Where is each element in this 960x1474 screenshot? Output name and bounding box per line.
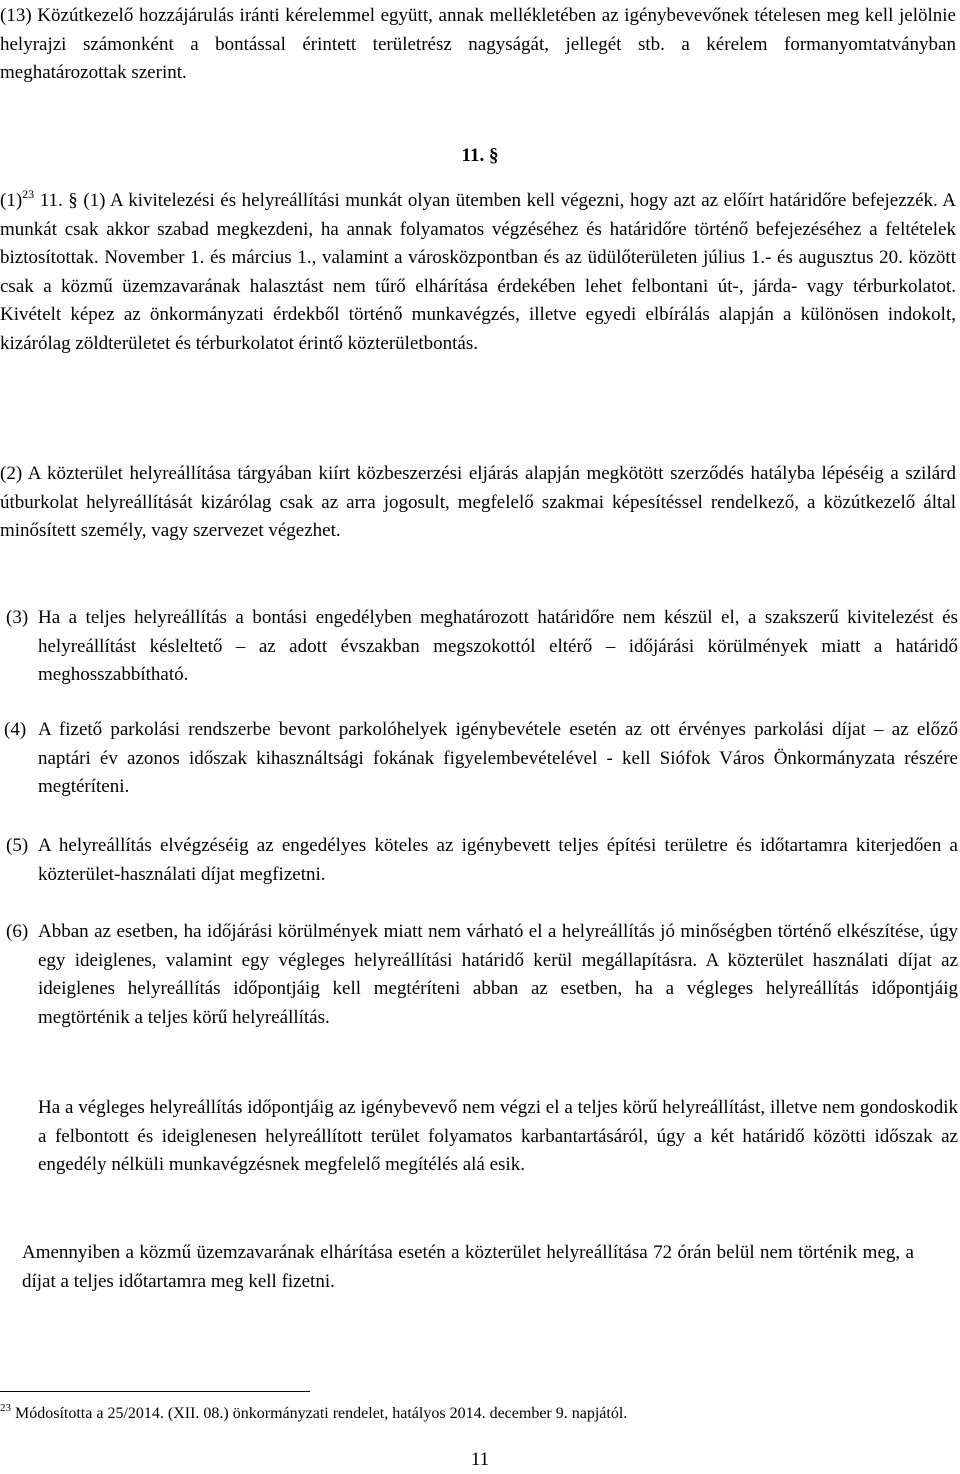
page-number: 11 — [470, 1449, 490, 1470]
footnote-text: Módosította a 25/2014. (XII. 08.) önkormányzati rendelet, hatályos 2014. december 9. napjától. — [11, 1405, 628, 1422]
paragraph-label: (5) — [6, 835, 29, 856]
section-heading: 11. § — [461, 145, 499, 166]
paragraph-text: Abban az esetben, ha időjárási körülmények miatt nem várható el a helyreállítás jó minőségben történő elkészítése, úgy egy ideiglenes, valamint egy végleges helyreállítási határidő kerül megállapításra. A közterület használati díjat az ideiglenes helyreállítás időpontjáig kell megtéríteni abban az esetben, ha a végleges helyreállítás időpontjáig megtörténik a teljes körű helyreállítás. — [38, 921, 958, 1028]
paragraph-6 — [0, 918, 958, 1032]
paragraph-amennyiben: Amennyiben a közmű üzemzavarának elhárítása esetén a közterület helyreállítása 72 órán belül nem történik meg, a díjat a teljes időtartamra meg kell fizetni. — [22, 1242, 914, 1292]
paragraph-label: (3) — [6, 607, 29, 628]
paragraph-text: A fizető parkolási rendszerbe bevont parkolóhelyek igénybevétele esetén az ott érvényes parkolási díjat – az előző naptári év azonos időszak kihasználtsági fokának figyelembevételével - kell Siófok Város Önkormányzata részére megtéríteni. — [38, 719, 958, 798]
footnote-reference[interactable]: 23 — [22, 187, 35, 201]
paragraph-13: (13) Közútkezelő hozzájárulás iránti kérelemmel együtt, annak mellékletében az igénybevevőnek tételesen meg kell jelölnie helyrajzi számonként a bontással érintett területrész nagyságát, jellegét stb. a kérelem formanyomtatványban meghatározottak szerint. — [0, 5, 956, 84]
paragraph-3 — [0, 604, 958, 690]
paragraph-text: A helyreállítás elvégzéséig az engedélyes köteles az igénybevett teljes építési területre és időtartamra kiterjedően a közterület-használati díjat megfizetni. — [38, 835, 958, 885]
footnote-number: 23 — [0, 1402, 11, 1414]
paragraph-label: (1) — [0, 190, 23, 211]
footnote — [0, 1403, 960, 1425]
paragraph-4 — [0, 716, 958, 802]
paragraph-text: 11. § (1) A kivitelezési és helyreállítási munkát olyan ütemben kell végezni, hogy azt az előírt határidőre befejezzék. A munkát csak akkor szabad megkezdeni, ha annak folyamatos végzéséhez és határidőre történő befejezéséhez a feltételek biztosítottak. November 1. és március 1., valamint a városközpontban és az üdülőterületen július 1.- és augusztus 20. között csak a közmű üzemzavarának halasztást nem tűrő elhárítása érdekében lehet felbontani út-, járda- vagy térburkolatot. Kivételt képez az önkormányzati érdekből történő munkavégzés, illetve egyedi elbírálás alapján a különösen indokolt, kizárólag zöldterületet és térburkolatot érintő közterületbontás. — [0, 190, 956, 354]
paragraph-label: (4) — [4, 719, 27, 740]
paragraph-text: Ha a teljes helyreállítás a bontási engedélyben meghatározott határidőre nem készül el, a szakszerű kivitelezést és helyreállítást késleltető – az adott évszakban megszokottól eltérő – időjárási körülmények miatt a határidő meghosszabbítható. — [38, 607, 958, 686]
paragraph-2: (2) A közterület helyreállítása tárgyában kiírt közbeszerzési eljárás alapján megkötött szerződés hatályba lépéséig a szilárd útburkolat helyreállítását kizárólag csak az arra jogosult, megfelelő szakmai képesítéssel rendelkező, a közútkezelő által minősített személy, vagy szervezet végezhet. — [0, 463, 956, 542]
paragraph-5 — [0, 832, 958, 889]
footnote-divider — [0, 1391, 310, 1392]
paragraph-6-continued: Ha a végleges helyreállítás időpontjáig az igénybevevő nem végzi el a teljes körű helyreállítást, illetve nem gondoskodik a felbontott és ideiglenesen helyreállított terület folyamatos karbantartásáról, úgy a két határidő közötti időszak az engedély nélküli munkavégzésnek megfelelő megítélés alá esik. — [38, 1097, 958, 1176]
paragraph-label: (6) — [6, 921, 29, 942]
section-11-paragraph-1 — [0, 187, 956, 359]
